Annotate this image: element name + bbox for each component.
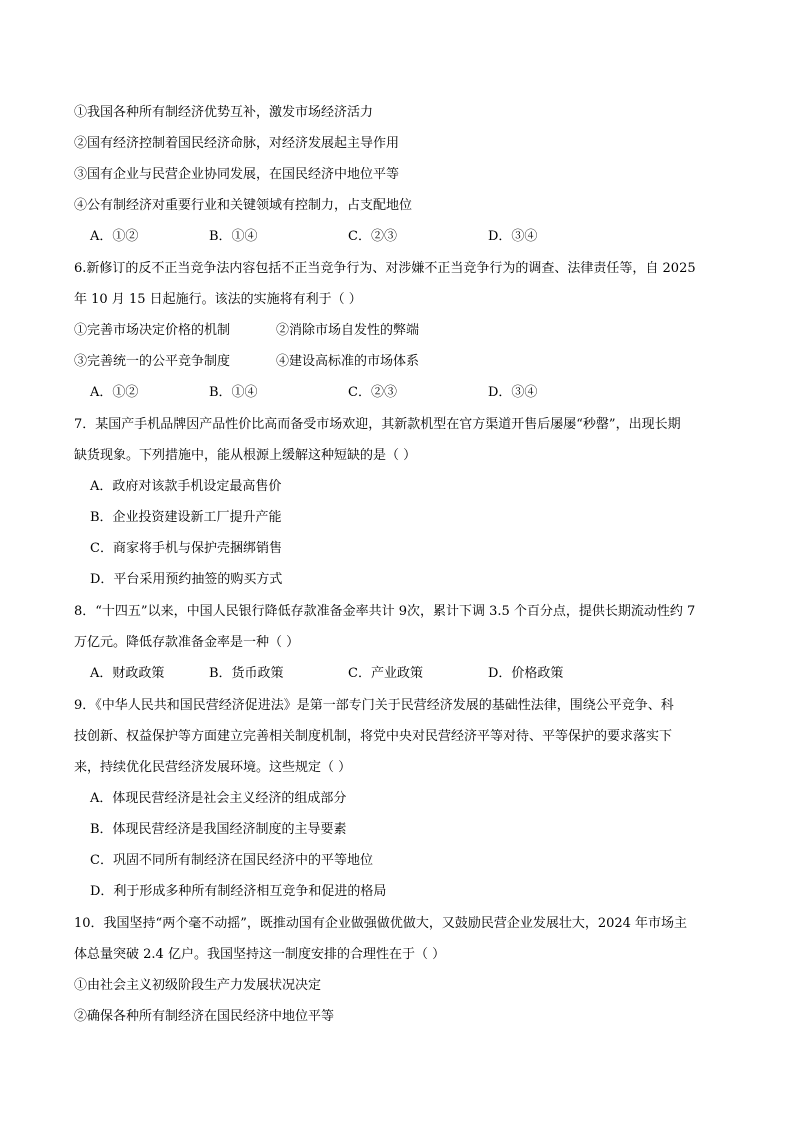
q9-stem-line-2: 技创新、权益保护等方面建立完善相关制度机制，将党中央对民营经济平等对待、平等保护的要求落实下 [74, 729, 673, 744]
q10-stem-line-2: 体总量突破 2.4 亿户。我国坚持这一制度安排的合理性在于（ ） [74, 947, 446, 962]
q6-options [90, 383, 730, 403]
q9-stem-line-3: 来，持续优化民营经济发展环境。这些规定（ ） [74, 760, 352, 775]
q9-option-a: A．体现民营经济是社会主义经济的组成部分 [90, 791, 347, 806]
q6-statement-1: ①完善市场决定价格的机制 [74, 323, 231, 338]
q7-option-c: C．商家将手机与保护壳捆绑销售 [90, 541, 282, 556]
q10-statement-1: ①由社会主义初级阶段生产力发展状况决定 [74, 978, 322, 993]
q6-option-c: C．②③ [348, 385, 397, 400]
q8-option-c: C．产业政策 [348, 666, 423, 681]
q5-statement-4: ④公有制经济对重要行业和关键领域有控制力，占支配地位 [74, 198, 413, 213]
q6-statement-4: ④建设高标准的市场体系 [276, 354, 420, 369]
q5-option-c: C．②③ [348, 229, 397, 244]
q8-option-a: A．财政政策 [90, 666, 165, 681]
q7-stem-line-1: 7．某国产手机品牌因产品性价比高而备受市场欢迎，其新款机型在官方渠道开售后屡屡“秒罄”，出现长期 [74, 417, 681, 432]
q5-option-d: D．③④ [488, 229, 538, 244]
q8-option-b: B．货币政策 [209, 666, 284, 681]
q6-option-d: D．③④ [488, 385, 538, 400]
q7-option-b: B．企业投资建设新工厂提升产能 [90, 510, 282, 525]
q7-option-a: A．政府对该款手机设定最高售价 [90, 479, 282, 494]
q9-stem-line-1: 9．《中华人民共和国民营经济促进法》是第一部专门关于民营经济发展的基础性法律，围绕公平竞争、科 [74, 698, 674, 713]
q6-stem-line-1: 6.新修订的反不正当竞争法内容包括不正当竞争行为、对涉嫌不正当竞争行为的调查、法律责任等，自 2025 [74, 261, 696, 276]
q6-statement-2: ②消除市场自发性的弊端 [276, 323, 420, 338]
q6-statements-row-2 [74, 352, 674, 372]
q9-option-b: B．体现民营经济是我国经济制度的主导要素 [90, 822, 347, 837]
q9-option-c: C．巩固不同所有制经济在国民经济中的平等地位 [90, 853, 373, 868]
q5-option-a: A．①② [90, 229, 139, 244]
q10-statement-2: ②确保各种所有制经济在国民经济中地位平等 [74, 1009, 335, 1024]
q6-option-b: B．①④ [209, 385, 258, 400]
q5-statement-1: ①我国各种所有制经济优势互补，激发市场经济活力 [74, 105, 374, 120]
q9-option-d: D．利于形成多种所有制经济相互竞争和促进的格局 [90, 884, 387, 899]
q6-option-a: A．①② [90, 385, 139, 400]
q8-stem-line-1: 8．“十四五”以来，中国人民银行降低存款准备金率共计 9次，累计下调 3.5 个百分点，提供长期流动性约 7 [74, 604, 696, 619]
q5-statement-3: ③国有企业与民营企业协同发展，在国民经济中地位平等 [74, 167, 400, 182]
q5-option-b: B．①④ [209, 229, 258, 244]
q7-option-d: D．平台采用预约抽签的购买方式 [90, 572, 283, 587]
q7-stem-line-2: 缺货现象。下列措施中，能从根源上缓解这种短缺的是（ ） [74, 448, 417, 463]
q8-stem-line-2: 万亿元。降低存款准备金率是一种（ ） [74, 635, 300, 650]
q10-stem-line-1: 10．我国坚持“两个毫不动摇”，既推动国有企业做强做优做大，又鼓励民营企业发展壮大，2024 年市场主 [74, 916, 688, 931]
q6-statements-row-1 [74, 321, 674, 341]
q6-statement-3: ③完善统一的公平竞争制度 [74, 354, 231, 369]
q8-option-d: D．价格政策 [488, 666, 564, 681]
q6-stem-line-2: 年 10 月 15 日起施行。该法的实施将有利于（ ） [74, 292, 362, 307]
q5-options [90, 227, 730, 247]
q8-options [90, 664, 730, 684]
q5-statement-2: ②国有经济控制着国民经济命脉，对经济发展起主导作用 [74, 136, 400, 151]
